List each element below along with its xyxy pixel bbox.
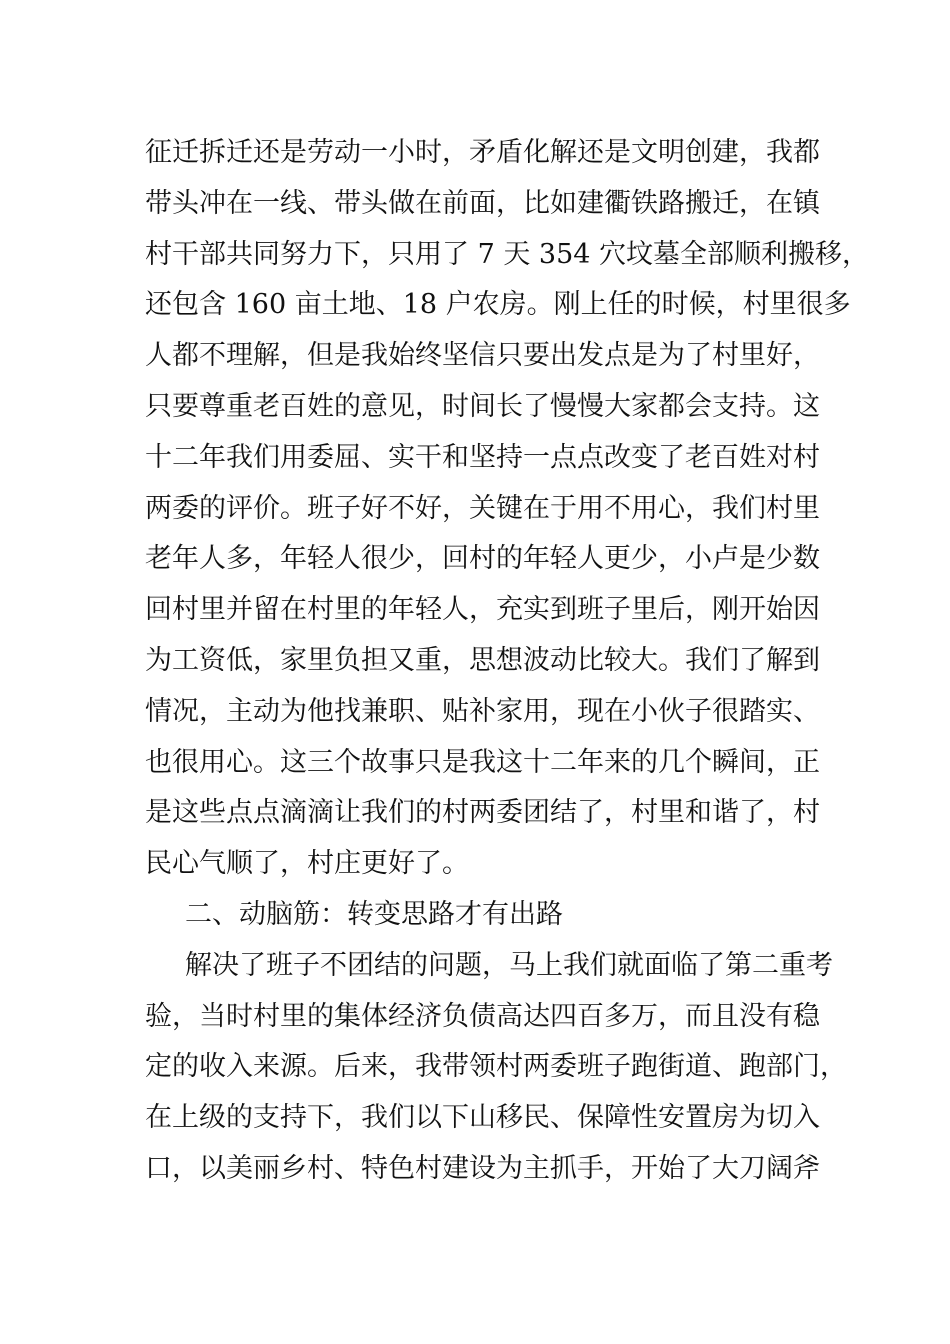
- paragraph-line: 也很用心。这三个故事只是我这十二年来的几个瞬间，正: [145, 746, 820, 778]
- document-body: [145, 128, 870, 1195]
- paragraph-line: 情况，主动为他找兼职、贴补家用，现在小伙子很踏实、: [145, 695, 820, 727]
- paragraph-line: 为工资低，家里负担又重，思想波动比较大。我们了解到: [145, 644, 820, 676]
- paragraph-line: 带头冲在一线、带头做在前面，比如建衢铁路搬迁，在镇: [145, 187, 820, 219]
- paragraph-line: 在上级的支持下，我们以下山移民、保障性安置房为切入: [145, 1102, 820, 1134]
- paragraph-line: 十二年我们用委屈、实干和坚持一点点改变了老百姓对村: [145, 441, 820, 473]
- paragraph-line: 两委的评价。班子好不好，关键在于用不用心，我们村里: [145, 492, 820, 524]
- section-heading: 二、动脑筋：转变思路才有出路: [185, 898, 563, 930]
- paragraph-line: 回村里并留在村里的年轻人，充实到班子里后，刚开始因: [145, 594, 820, 626]
- paragraph-line: 解决了班子不团结的问题，马上我们就面临了第二重考: [185, 949, 833, 981]
- paragraph-line: 民心气顺了，村庄更好了。: [145, 848, 469, 880]
- paragraph-line: 只要尊重老百姓的意见，时间长了慢慢大家都会支持。这: [145, 390, 820, 422]
- paragraph-line: 定的收入来源。后来，我带领村两委班子跑街道、跑部门，: [145, 1051, 847, 1083]
- paragraph-line: 口，以美丽乡村、特色村建设为主抓手，开始了大刀阔斧: [145, 1152, 820, 1184]
- paragraph-line: 验，当时村里的集体经济负债高达四百多万，而且没有稳: [145, 1000, 820, 1032]
- paragraph-line: 还包含 160 亩土地、18 户农房。刚上任的时候，村里很多: [145, 289, 851, 321]
- paragraph-line: 老年人多，年轻人很少，回村的年轻人更少，小卢是少数: [145, 543, 820, 575]
- paragraph-line: 是这些点点滴滴让我们的村两委团结了，村里和谐了，村: [145, 797, 820, 829]
- paragraph-line: 村干部共同努力下，只用了 7 天 354 穴坟墓全部顺利搬移，: [145, 238, 870, 270]
- paragraph-line: 人都不理解，但是我始终坚信只要出发点是为了村里好，: [145, 340, 820, 372]
- paragraph-line: 征迁拆迁还是劳动一小时，矛盾化解还是文明创建，我都: [145, 137, 820, 168]
